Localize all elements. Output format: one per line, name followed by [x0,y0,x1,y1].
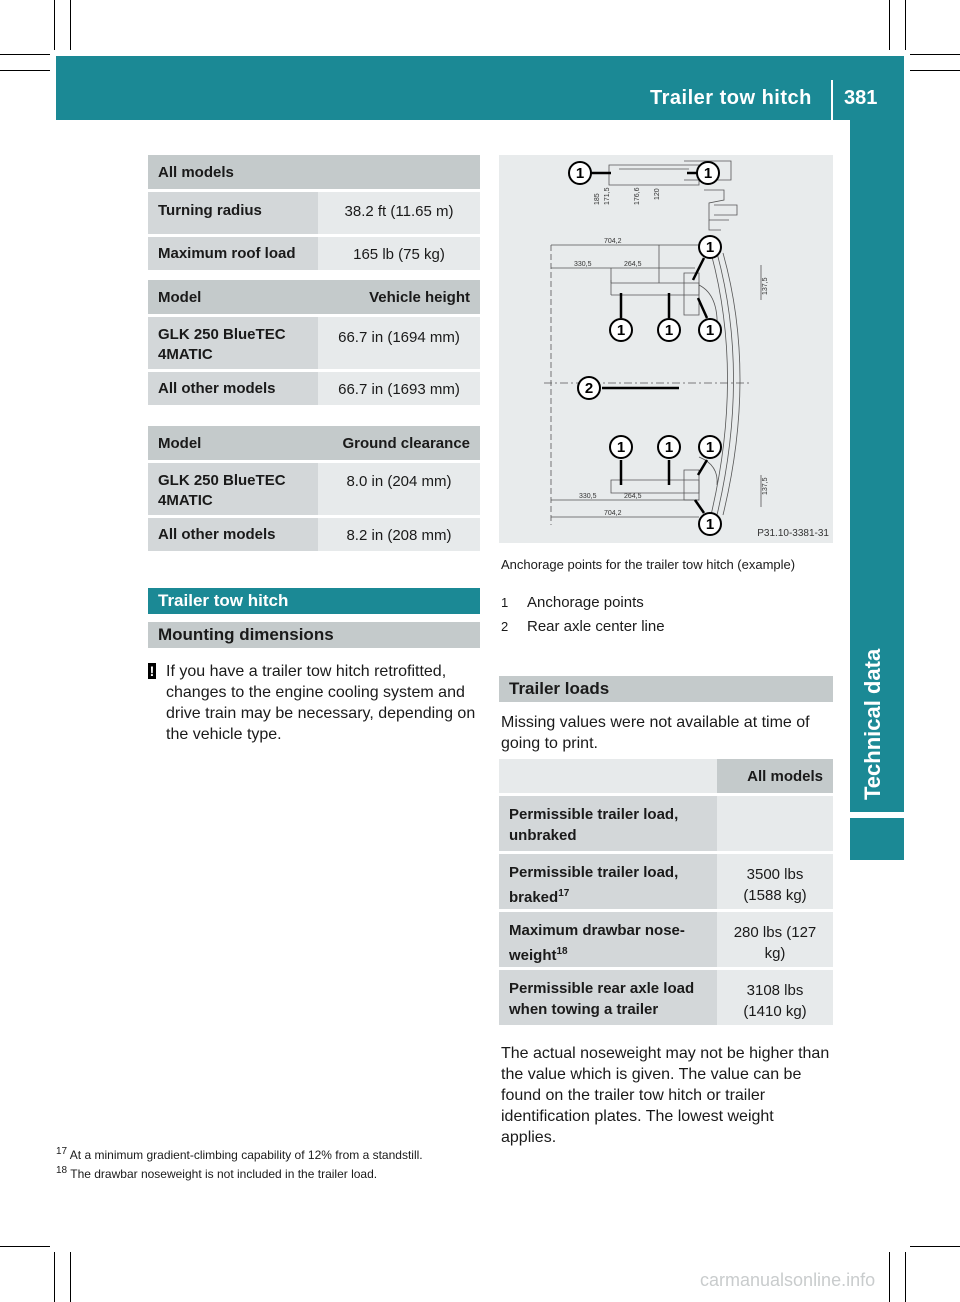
anchor-marker-label: 1 [616,322,626,339]
dimension-label: 171,5 [604,187,611,205]
noseweight-note: The actual noseweight may not be higher than the value which is given. The value can be found on the trailer tow hitch or trailer identification plates. The lowest weight applies. [501,1045,830,1146]
table-label [499,912,717,967]
table-value: 8.0 in (204 mm) [318,463,480,515]
axle-marker-label: 2 [584,380,594,397]
dimension-label: 264,5 [624,261,642,268]
crop-mark [889,0,890,50]
crop-mark [54,1252,55,1302]
table-value: 38.2 ft (11.65 m) [318,192,480,234]
anchor-marker [699,436,721,458]
table-header-empty [499,759,717,793]
anchor-marker-label: 1 [705,322,715,339]
anchor-marker-label: 1 [705,516,715,533]
anchor-marker [699,319,721,341]
legend-marker: 2 [501,619,509,634]
footnote-text: At a minimum gradient-climbing capability of 12% from a standstill. [69,1148,423,1162]
table-value: 3500 lbs (1588 kg) [717,854,833,909]
section-heading-trailer-loads: Trailer loads [499,676,833,702]
tow-hitch-diagram [499,155,833,543]
crop-mark [910,1246,960,1247]
warning-icon: ! [149,663,155,679]
dimension-label: 330,5 [579,493,597,500]
crop-mark [0,70,50,71]
table-label: Permissible trailer load, unbraked [499,796,717,851]
footnote-text: The drawbar noseweight is not included in the trailer load. [70,1167,378,1181]
section-heading-tow-hitch: Trailer tow hitch [148,588,480,614]
anchor-marker [699,236,721,258]
general-table [148,155,480,270]
table-label: Turning radius [148,192,318,234]
anchor-marker-label: 1 [616,439,626,456]
crop-mark [70,0,71,50]
crop-mark [0,54,50,55]
side-tab-label [860,760,900,800]
notice-paragraph [148,661,480,745]
crop-mark [70,1252,71,1302]
crop-mark [910,70,960,71]
anchor-marker-label: 1 [575,165,585,182]
vehicle-height-table [148,280,480,405]
notice-text: If you have a trailer tow hitch retrofitted, changes to the engine cooling system and drive train may be necessary, depending on the vehicle type. [166,663,476,743]
dimension-label: 176,6 [634,187,641,205]
dimension-label: 120 [654,188,661,200]
anchor-marker-label: 1 [664,439,674,456]
crop-mark [54,0,55,50]
anchor-marker [699,513,721,535]
crop-mark [889,1252,890,1302]
table-label: GLK 250 BlueTEC 4MATIC [148,317,318,369]
page-number: 381 [844,87,878,109]
table-value [717,796,833,851]
footnote-ref: 18 [556,946,568,957]
table-value: 280 lbs (127 kg) [717,912,833,967]
table-value: 3108 lbs (1410 kg) [717,970,833,1025]
footnote-ref: 17 [558,888,570,899]
table-value: 66.7 in (1694 mm) [318,317,480,369]
missing-values-text: Missing values were not available at time of going to print. [501,714,810,752]
trailer-loads-table [499,759,833,1025]
anchor-marker [569,162,591,184]
dimension-label: 137,5 [762,477,769,495]
footnote [56,1165,377,1181]
table-label: All other models [148,518,318,551]
dimension-label: 264,5 [624,493,642,500]
table-label: Maximum roof load [148,237,318,270]
dimension-label: 704,2 [604,238,622,245]
anchor-marker [697,162,719,184]
footnote-number: 17 [56,1146,68,1157]
table-label: All other models [148,372,318,405]
legend-item [501,594,644,611]
table-label: GLK 250 BlueTEC 4MATIC [148,463,318,515]
side-tab-marker [850,818,904,860]
crop-mark [905,0,906,50]
anchor-marker-label: 1 [664,322,674,339]
footnote [56,1146,423,1162]
anchor-marker [610,319,632,341]
table-header: Vehicle height [318,280,480,314]
section-heading-mounting: Mounting dimensions [148,622,480,648]
table-label: Permissible rear axle load when towing a trailer [499,970,717,1025]
legend-marker: 1 [501,595,509,610]
table-header: Model [148,280,318,314]
legend-text: Rear axle center line [527,618,665,635]
axle-marker [578,377,600,399]
dimension-label: 704,2 [604,510,622,517]
ground-clearance-table [148,426,480,551]
watermark: carmanualsonline.info [700,1270,876,1290]
table-label-text: Maximum drawbar nose-weight [509,922,685,964]
legend-text: Anchorage points [527,594,644,611]
table-label [499,854,717,909]
legend-item [501,618,665,635]
anchor-marker-label: 1 [705,239,715,256]
table-value: 8.2 in (208 mm) [318,518,480,551]
table-header: Ground clearance [318,426,480,460]
table-header: All models [717,759,833,793]
crop-mark [910,54,960,55]
crop-mark [0,1246,50,1247]
diagram-reference-code: P31.10-3381-31 [757,528,829,539]
page-title: Trailer tow hitch [650,87,812,109]
dimension-label: 137,5 [762,277,769,295]
header-divider [831,80,833,120]
anchor-marker [658,436,680,458]
table-value: 165 lb (75 kg) [318,237,480,270]
anchor-marker [610,436,632,458]
dimension-label: 330,5 [574,261,592,268]
anchor-marker-label: 1 [705,439,715,456]
crop-mark [905,1252,906,1302]
table-header: Model [148,426,318,460]
diagram-caption: Anchorage points for the trailer tow hitch (example) [501,557,796,572]
dimension-label: 185 [594,193,601,205]
table-header: All models [148,155,480,189]
anchor-marker [658,319,680,341]
anchor-marker-label: 1 [703,165,713,182]
footnote-number: 18 [56,1165,68,1176]
table-label-text: Permissible trailer load, braked [509,864,679,906]
table-value: 66.7 in (1693 mm) [318,372,480,405]
